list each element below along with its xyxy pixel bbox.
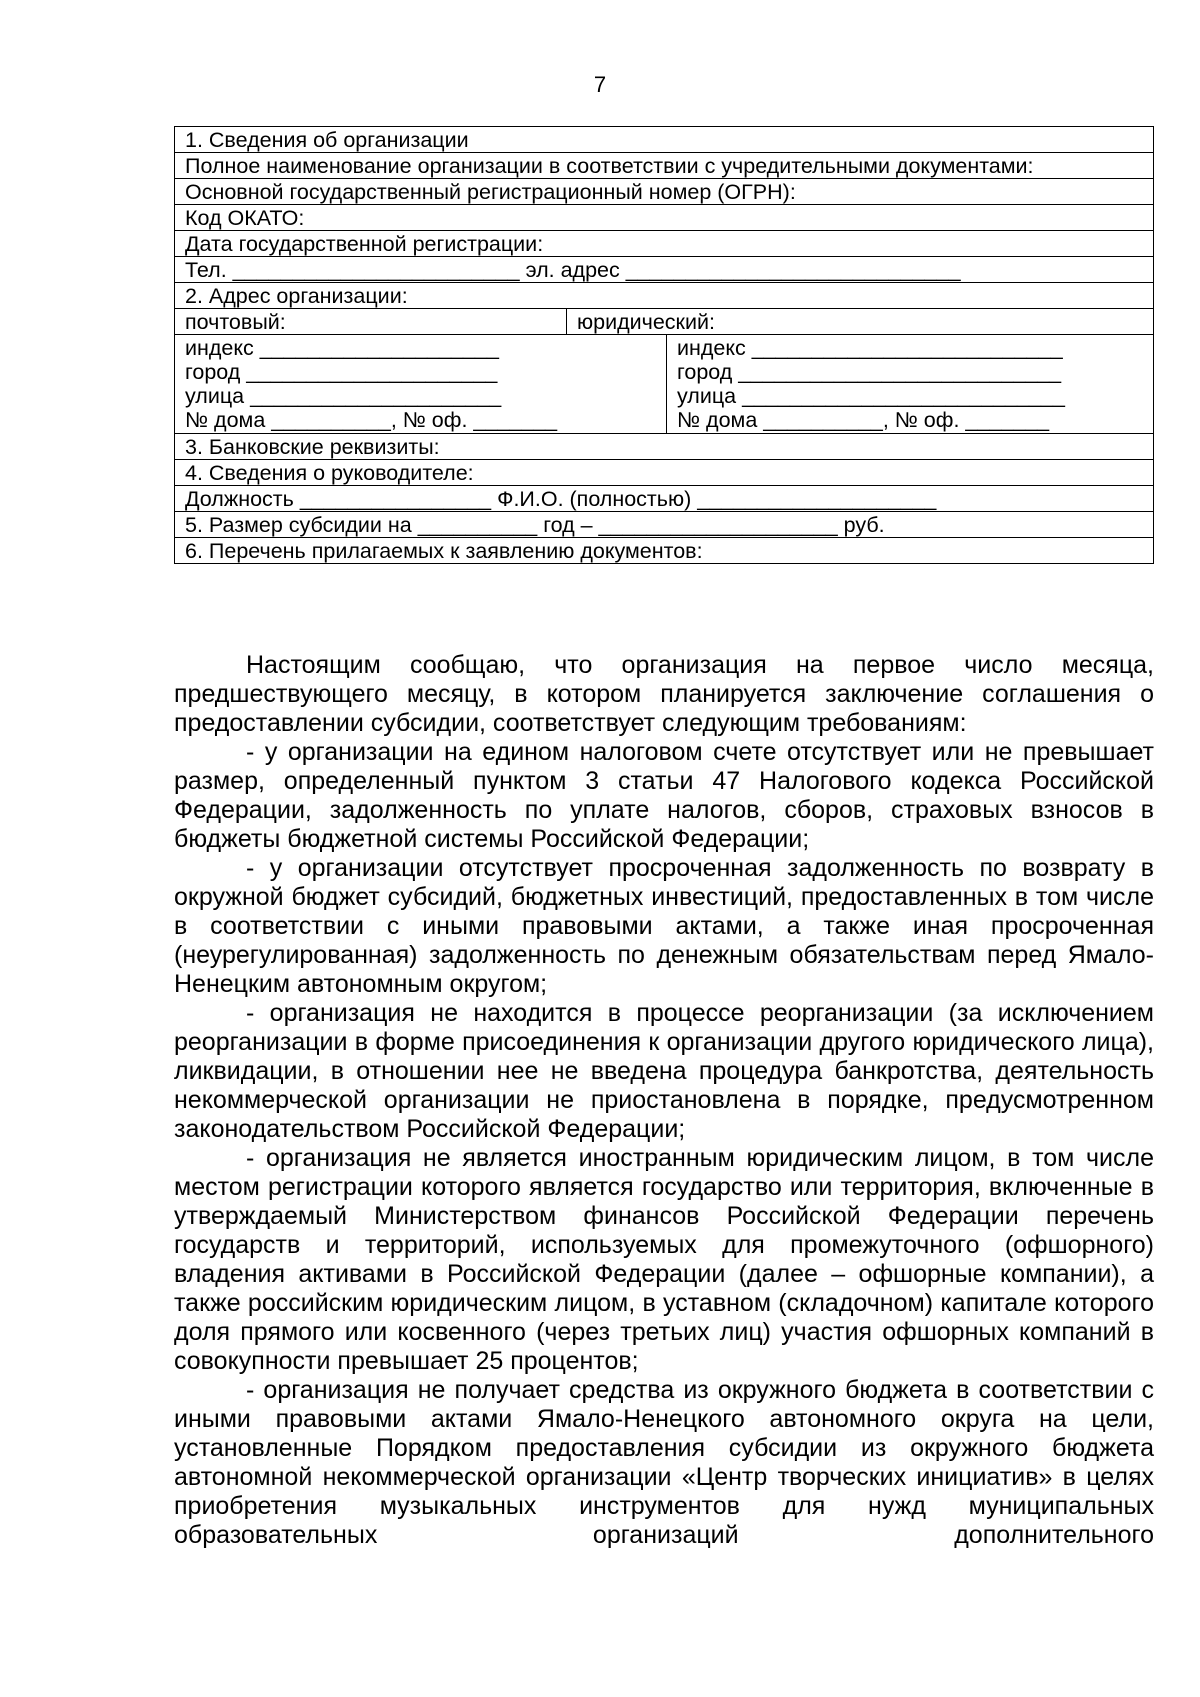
form-reg-date-field: Дата государственной регистрации: — [175, 231, 1154, 257]
postal-street-line: улица _____________________ — [185, 384, 502, 408]
form-okato-field: Код ОКАТО: — [175, 205, 1154, 231]
form-contacts-line: Тел. ________________________ эл. адрес ____________________________ — [175, 257, 1154, 283]
form-address-type-row — [175, 309, 1154, 335]
form-section-2-heading: 2. Адрес организации: — [175, 283, 1154, 309]
legal-index-line: индекс __________________________ — [677, 336, 1063, 360]
postal-city-line: город _____________________ — [185, 360, 498, 384]
legal-city-line: город ___________________________ — [677, 360, 1062, 384]
form-section-6-heading: 6. Перечень прилагаемых к заявлению документов: — [175, 538, 1154, 564]
declaration-text — [174, 651, 1154, 1550]
requirement-overdue-debt: - у организации отсутствует просроченная задолженность по возврату в окружной бюджет субсидий, бюджетных инвестиций, предоставленных в том числе в соответствии с иными правовыми актами, а также иная просроченная (неурегулированная) задолженность по денежным обязательствам перед Ямало-Ненецким автономным округом; — [174, 854, 1154, 998]
declaration-intro-paragraph: Настоящим сообщаю, что организация на первое число месяца, предшествующего месяцу, в котором планируется заключение соглашения о предоставлении субсидии, соответствует следующим требованиям: — [174, 651, 1154, 737]
form-legal-label: юридический: — [577, 310, 715, 334]
legal-street-line: улица ___________________________ — [677, 384, 1065, 408]
form-ogrn-field: Основной государственный регистрационный номер (ОГРН): — [175, 179, 1154, 205]
requirement-tax-debt: - у организации на едином налоговом счете отсутствует или не превышает размер, определенный пунктом 3 статьи 47 Налогового кодекса Российской Федерации, задолженность по уплате налогов, сборов, страховых взносов в бюджеты бюджетной системы Российской Федерации; — [174, 738, 1154, 853]
form-full-name-field: Полное наименование организации в соответствии с учредительными документами: — [175, 153, 1154, 179]
form-section-4-heading: 4. Сведения о руководителе: — [175, 460, 1154, 486]
form-section-3-heading: 3. Банковские реквизиты: — [175, 434, 1154, 460]
requirement-no-reorganization: - организация не находится в процессе реорганизации (за исключением реорганизации в форме присоединения к организации другого юридического лица), ликвидации, в отношении нее не введена процедура банкротства, деятельность некоммерческой организации не приостановлена в порядке, предусмотренном законодательством Российской Федерации; — [174, 999, 1154, 1143]
requirement-not-foreign-entity: - организация не является иностранным юридическим лицом, в том числе местом регистрации которого является государство или территория, включенные в утверждаемый Министерством финансов Российской Федерации перечень государств и территорий, используемых для промежуточного (офшорного) владения активами в Российской Федерации (далее – офшорные компании), а также российским юридическим лицом, в уставном (складочном) капитале которого доля прямого или косвенного (через третьих лиц) участия офшорных компаний в совокупности превышает 25 процентов; — [174, 1144, 1154, 1375]
application-form-table — [174, 126, 1154, 564]
postal-index-line: индекс ____________________ — [185, 336, 499, 360]
form-section-1-heading: 1. Сведения об организации — [175, 127, 1154, 153]
form-postal-address-block — [175, 335, 667, 433]
form-address-details-row — [175, 335, 1154, 434]
form-legal-address-block — [667, 335, 1154, 433]
form-postal-label: почтовый: — [175, 309, 567, 334]
form-position-line: Должность ________________ Ф.И.О. (полностью) ____________________ — [175, 486, 1154, 512]
form-section-5-subsidy: 5. Размер субсидии на __________ год – ____________________ руб. — [175, 512, 1154, 538]
requirement-no-other-funds: - организация не получает средства из окружного бюджета в соответствии с иными правовыми актами Ямало-Ненецкого автономного округа на цели, установленные Порядком предоставления субсидии из окружного бюджета автономной некоммерческой организации «Центр творческих инициатив» в целях приобретения музыкальных инструментов для нужд муниципальных образовательных организаций дополнительного — [174, 1376, 1154, 1549]
legal-house-line: № дома __________, № оф. _______ — [677, 408, 1050, 432]
postal-house-line: № дома __________, № оф. _______ — [185, 408, 558, 432]
page-number: 7 — [593, 72, 607, 97]
